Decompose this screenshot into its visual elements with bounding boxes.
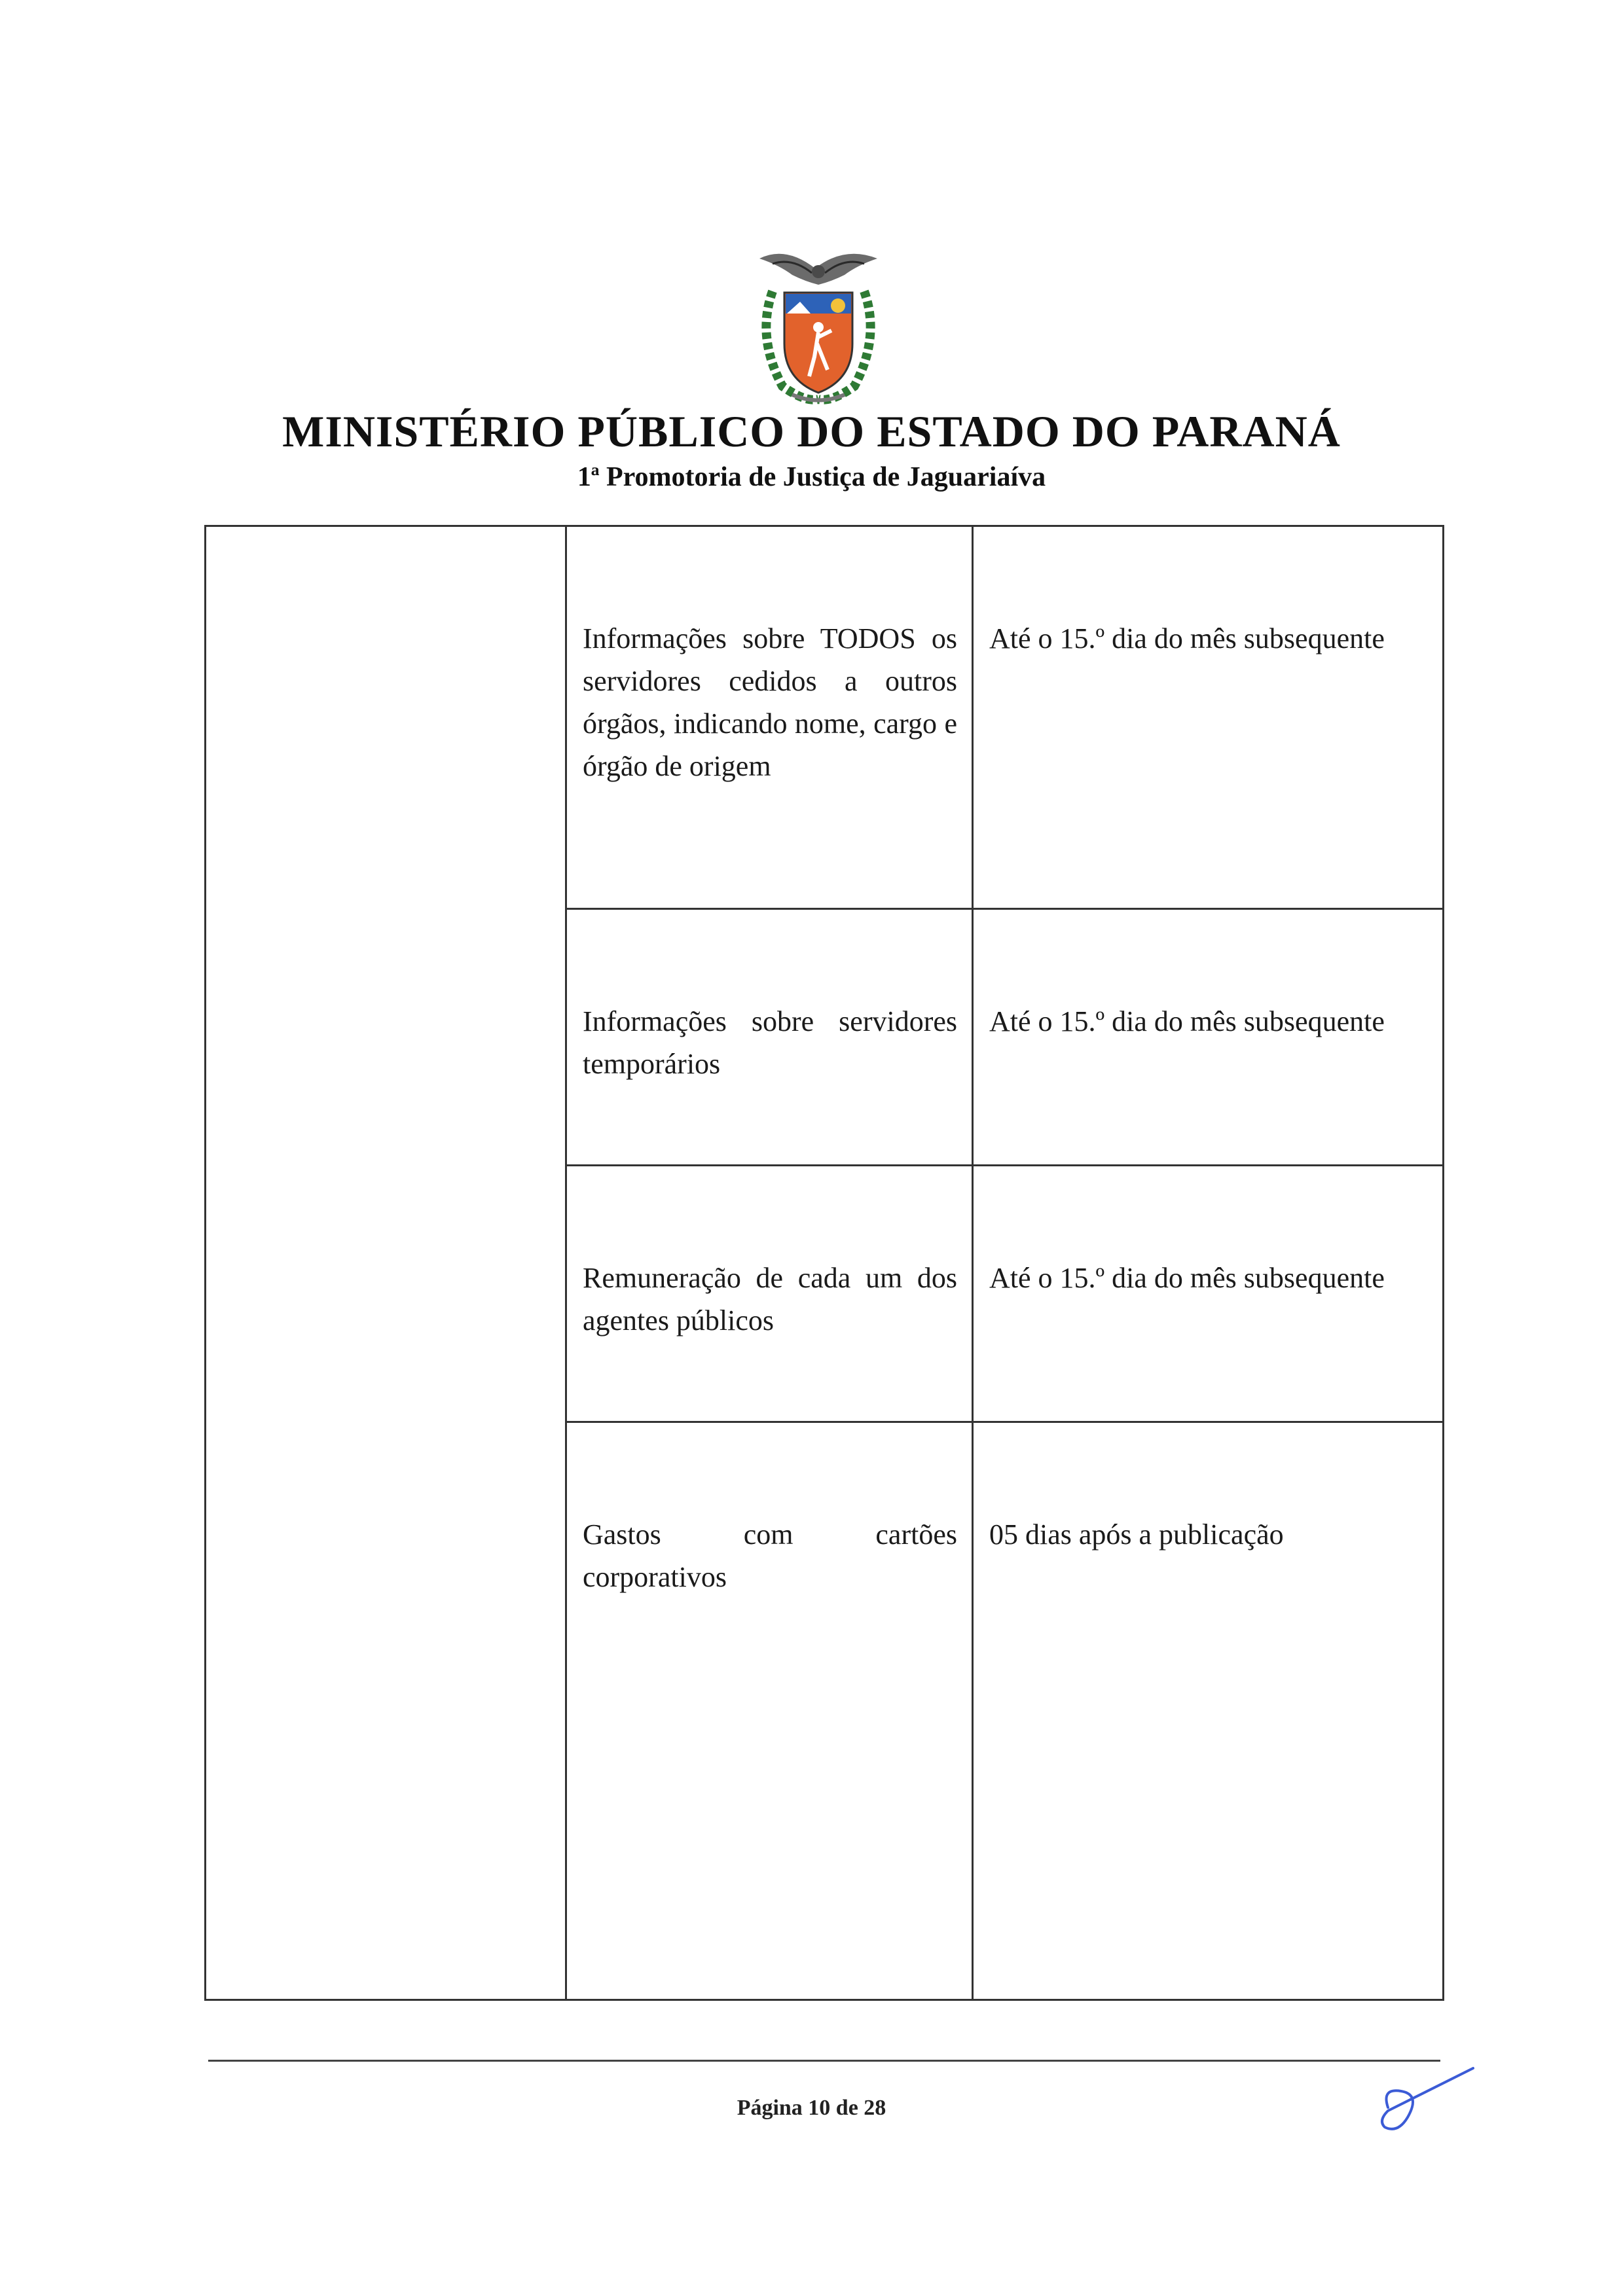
description-cell: Gastos com cartões corporativos <box>566 1422 973 2000</box>
table-row <box>206 526 1444 909</box>
deadline-cell: Até o 15.º dia do mês subsequente <box>973 909 1444 1166</box>
organization-subtitle: 1ª Promotoria de Justiça de Jaguariaíva <box>577 462 1046 492</box>
organization-title: MINISTÉRIO PÚBLICO DO ESTADO DO PARANÁ <box>282 406 1341 456</box>
footer-divider <box>208 2060 1440 2062</box>
deadline-cell: Até o 15.º dia do mês subsequente <box>973 526 1444 909</box>
description-cell: Remuneração de cada um dos agentes públicos <box>566 1166 973 1422</box>
deadline-cell: 05 dias após a publicação <box>973 1422 1444 2000</box>
parana-coat-of-arms-icon <box>746 245 890 409</box>
deadline-cell: Até o 15.º dia do mês subsequente <box>973 1166 1444 1422</box>
description-cell: Informações sobre servidores temporários <box>566 909 973 1166</box>
page-number: Página 10 de 28 <box>737 2096 886 2120</box>
empty-merged-cell <box>206 526 566 2000</box>
signature-mark <box>1362 2062 1493 2153</box>
description-cell: Informações sobre TODOS os servidores cedidos a outros órgãos, indicando nome, cargo e órgão de origem <box>566 526 973 909</box>
transparency-table <box>204 525 1444 2001</box>
